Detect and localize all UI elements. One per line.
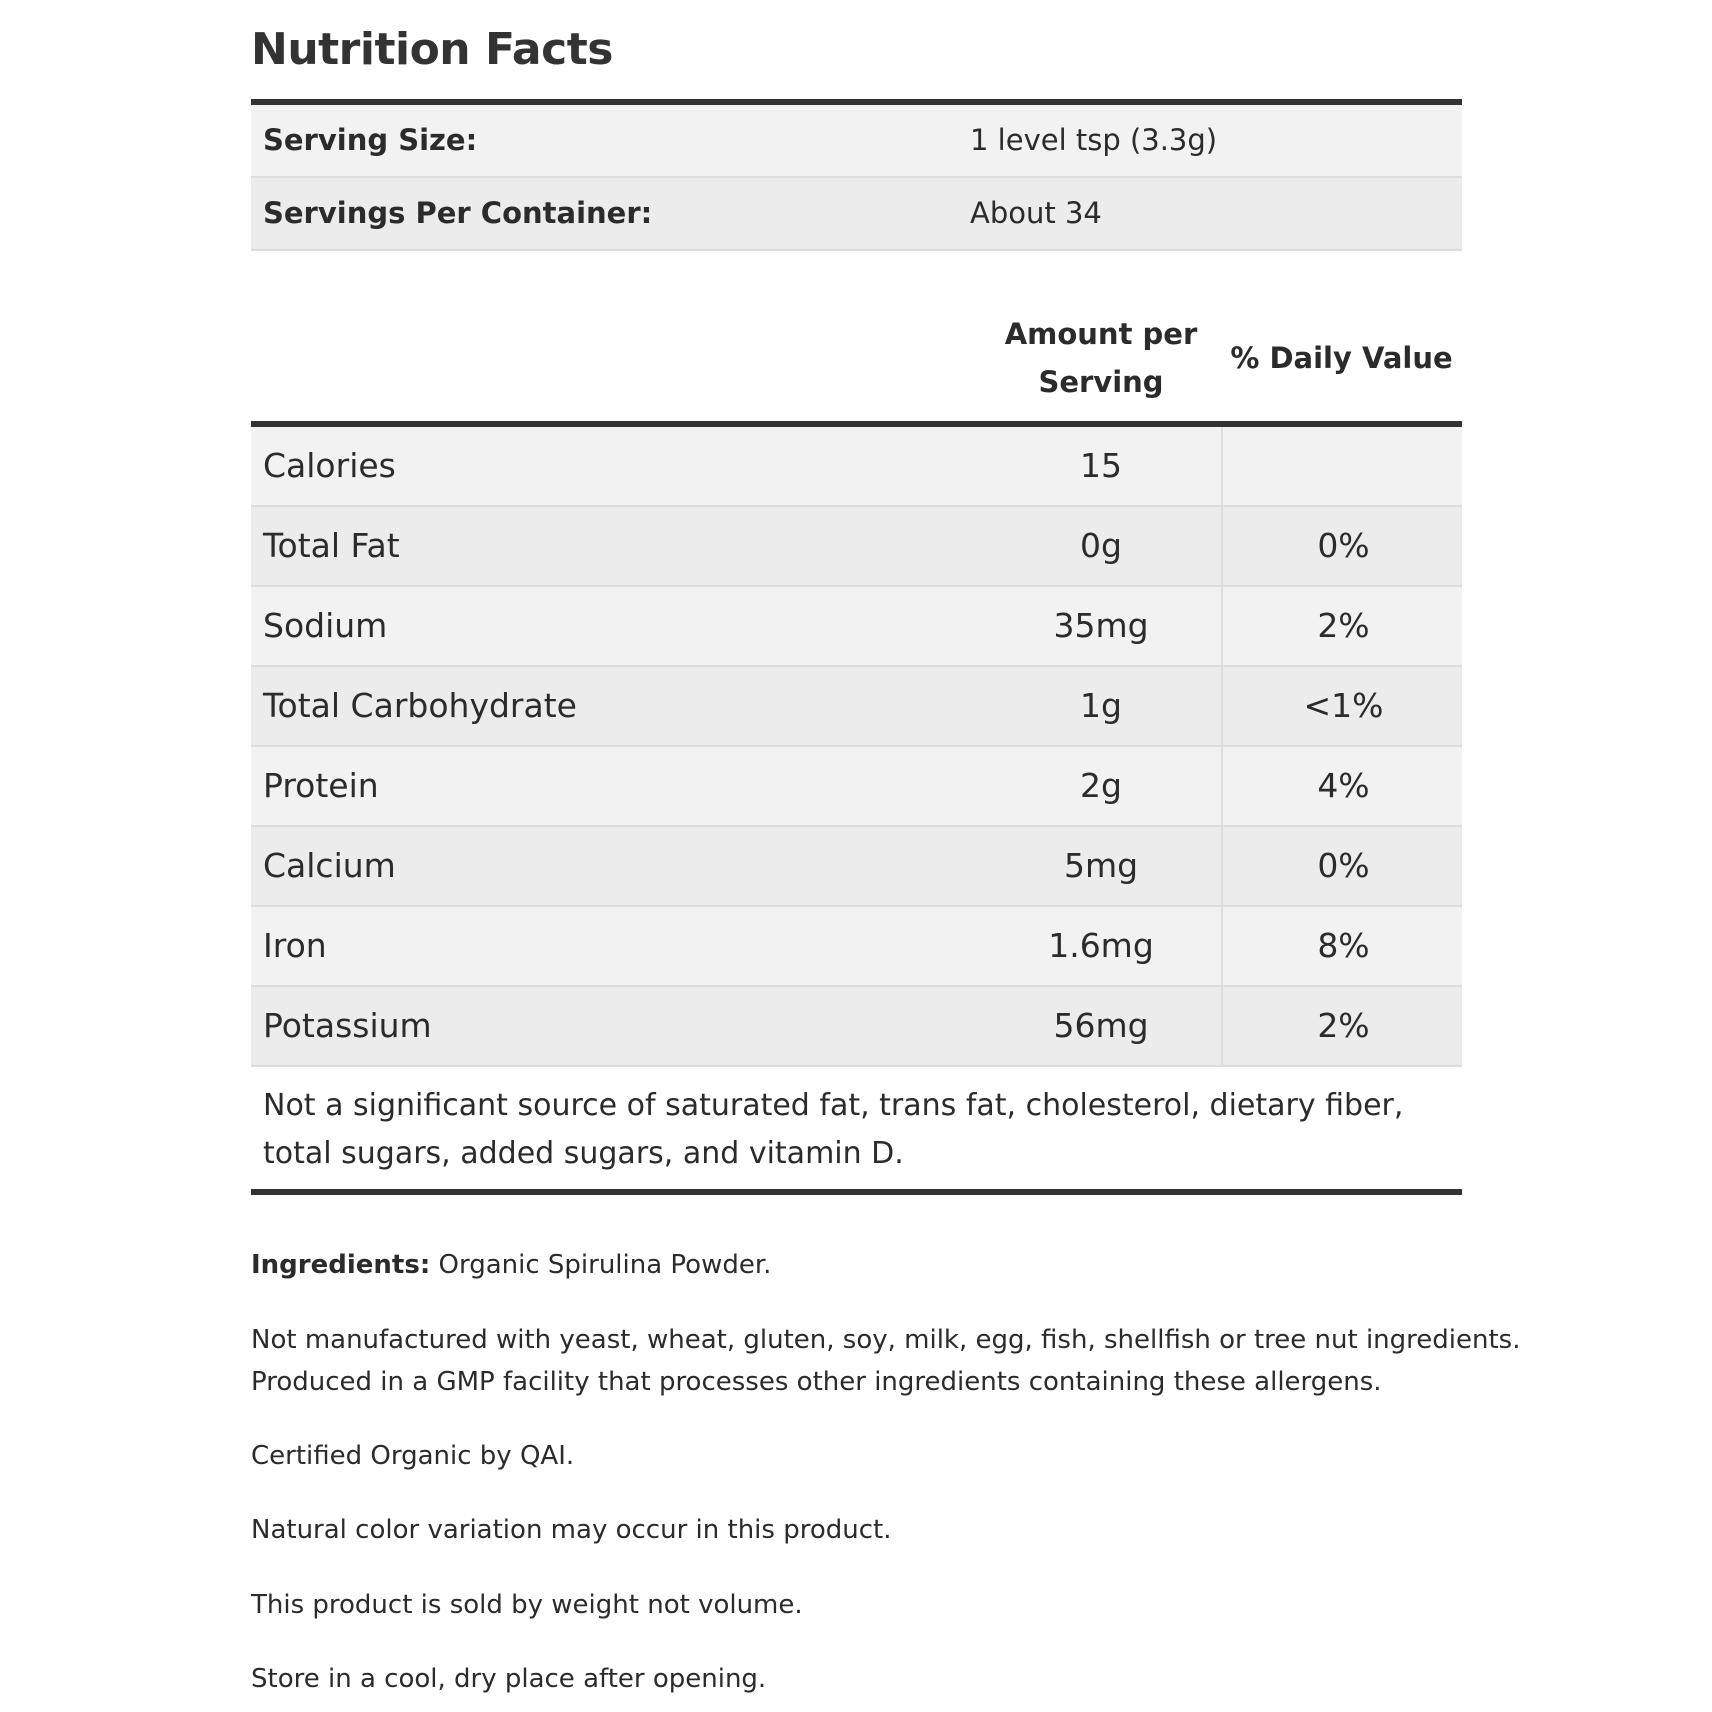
ingredients-text: Organic Spirulina Powder. bbox=[430, 1250, 772, 1280]
page-title: Nutrition Facts bbox=[251, 24, 613, 75]
nutrient-name: Iron bbox=[263, 926, 327, 965]
servings-per-container-row bbox=[251, 178, 1462, 251]
allergen-statement-line1: Not manufactured with yeast, wheat, gluten, soy, milk, egg, fish, shellfish or tree nut ingredients. bbox=[251, 1325, 1521, 1355]
table-row bbox=[251, 747, 1462, 827]
storage-statement: Store in a cool, dry place after opening. bbox=[251, 1664, 767, 1694]
table-row bbox=[251, 987, 1462, 1067]
nutrient-name: Calcium bbox=[263, 846, 396, 885]
table-footnote: Not a significant source of saturated fat, trans fat, cholesterol, dietary fiber, total sugars, added sugars, and vitamin D. bbox=[263, 1088, 1404, 1171]
ingredients-statement bbox=[251, 1244, 771, 1286]
nutrient-amount: 35mg bbox=[1053, 606, 1149, 645]
daily-value-header: % Daily Value bbox=[1230, 341, 1453, 375]
nutrient-daily-value: 4% bbox=[1221, 747, 1464, 825]
color-variation-statement: Natural color variation may occur in this product. bbox=[251, 1515, 892, 1545]
nutrient-name: Potassium bbox=[263, 1006, 432, 1045]
nutrient-daily-value: 2% bbox=[1221, 587, 1464, 665]
servings-per-container-value: About 34 bbox=[970, 196, 1102, 230]
table-row bbox=[251, 907, 1462, 987]
nutrient-amount: 1g bbox=[1080, 686, 1122, 725]
table-row bbox=[251, 587, 1462, 667]
nutrient-daily-value: 2% bbox=[1221, 987, 1464, 1065]
nutrient-name: Total Carbohydrate bbox=[263, 686, 577, 725]
nutrient-daily-value: 8% bbox=[1221, 907, 1464, 985]
nutrient-amount: 15 bbox=[1080, 446, 1122, 485]
amount-header-line2: Serving bbox=[1038, 365, 1164, 399]
allergen-statement-line2: Produced in a GMP facility that processes other ingredients containing these allergens. bbox=[251, 1367, 1382, 1397]
nutrient-daily-value: 0% bbox=[1221, 827, 1464, 905]
amount-header-line1: Amount per bbox=[1004, 317, 1198, 351]
nutrient-amount: 2g bbox=[1080, 766, 1122, 805]
nutrient-name: Protein bbox=[263, 766, 379, 805]
ingredients-label: Ingredients: bbox=[251, 1250, 431, 1280]
table-row bbox=[251, 667, 1462, 747]
table-row bbox=[251, 827, 1462, 907]
serving-size-value: 1 level tsp (3.3g) bbox=[970, 123, 1218, 157]
serving-size-row bbox=[251, 105, 1462, 178]
weight-statement: This product is sold by weight not volume. bbox=[251, 1590, 803, 1620]
bottom-rule bbox=[251, 1189, 1462, 1195]
nutrient-daily-value: 0% bbox=[1221, 507, 1464, 585]
nutrient-amount: 0g bbox=[1080, 526, 1122, 565]
nutrient-name: Sodium bbox=[263, 606, 388, 645]
nutrient-amount: 56mg bbox=[1053, 1006, 1149, 1045]
amount-per-serving-header bbox=[971, 310, 1231, 406]
nutrient-name: Calories bbox=[263, 446, 396, 485]
nutrient-amount: 5mg bbox=[1063, 846, 1139, 885]
table-row bbox=[251, 507, 1462, 587]
nutrient-name: Total Fat bbox=[263, 526, 400, 565]
nutrient-daily-value bbox=[1221, 427, 1464, 505]
nutrient-daily-value: <1% bbox=[1221, 667, 1464, 745]
certification-statement: Certified Organic by QAI. bbox=[251, 1441, 575, 1471]
serving-size-label: Serving Size: bbox=[263, 123, 478, 157]
nutrient-amount: 1.6mg bbox=[1048, 926, 1154, 965]
table-row bbox=[251, 427, 1462, 507]
servings-per-container-label: Servings Per Container: bbox=[263, 196, 653, 230]
